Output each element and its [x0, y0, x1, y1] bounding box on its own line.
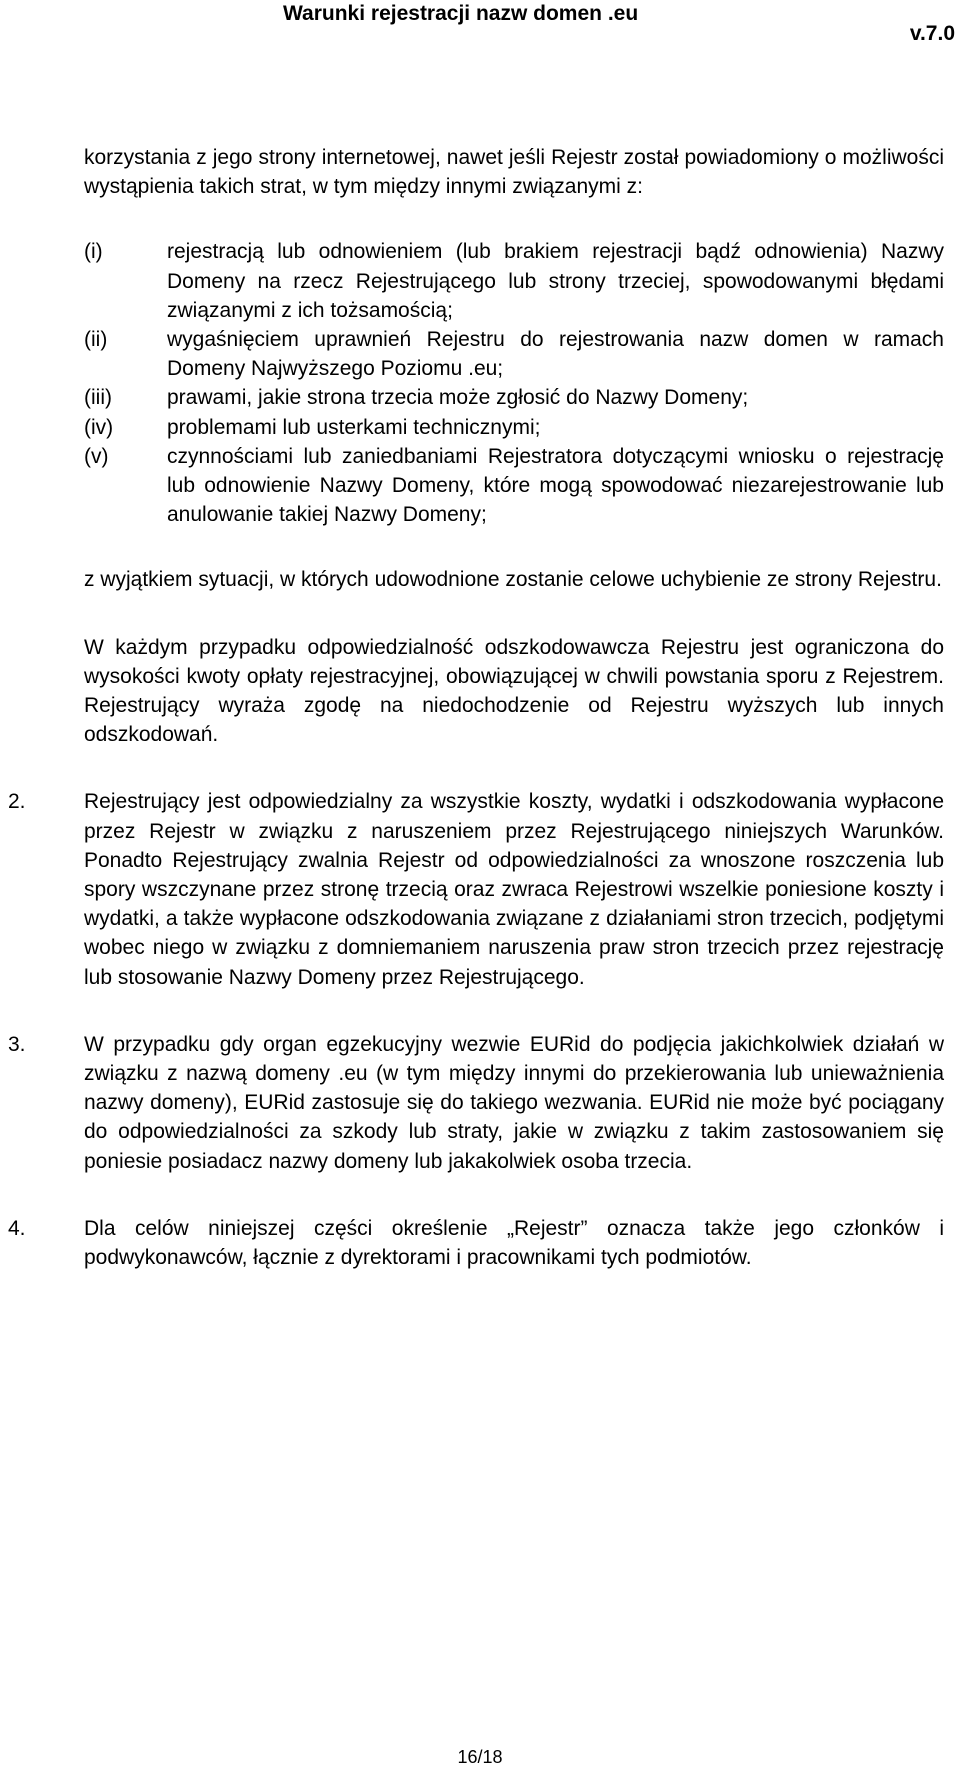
list-item-marker: (iii)	[84, 386, 112, 410]
page-footer	[0, 1747, 960, 1767]
exception-paragraph: z wyjątkiem sytuacji, w których udowodnione zostanie celowe uchybienie ze strony Rejestru.	[84, 568, 942, 592]
paragraph-number: 3.	[8, 1032, 26, 1056]
list-item	[84, 442, 944, 530]
list-item	[84, 237, 944, 325]
paragraph-number: 4.	[8, 1216, 26, 1240]
document-body	[8, 143, 944, 1272]
exclusion-list	[84, 237, 944, 529]
list-item-text: wygaśnięciem uprawnień Rejestru do rejestrowania nazw domen w ramach Domeny Najwyższego Poziomu .eu;	[167, 328, 944, 381]
list-item-text: rejestracją lub odnowieniem (lub brakiem rejestracji bądź odnowienia) Nazwy Domeny na rzecz Rejestrującego lub strony trzeciej, spowodowanymi błędami związanymi z ich tożsamością;	[167, 240, 944, 322]
list-item-marker: (iv)	[84, 415, 114, 439]
list-item-text: problemami lub usterkami technicznymi;	[167, 415, 541, 439]
numbered-paragraph	[8, 1214, 944, 1272]
document-title: Warunki rejestracji nazw domen .eu	[283, 2, 639, 25]
list-item-text: czynnościami lub zaniedbaniami Rejestratora dotyczącymi wniosku o rejestrację lub odnowienie Nazwy Domeny, które mogą spowodować niezarejestrowanie lub anulowanie takiej Nazwy Domeny;	[167, 444, 944, 527]
list-item-marker: (ii)	[84, 328, 108, 352]
list-item-text: prawami, jakie strona trzecia może zgłosić do Nazwy Domeny;	[167, 386, 749, 410]
list-item-marker: (v)	[84, 444, 109, 468]
liability-paragraph: W każdym przypadku odpowiedzialność odszkodowawcza Rejestru jest ograniczona do wysokości kwoty opłaty rejestracyjnej, obowiązującej w chwili powstania sporu z Rejestrem. Rejestrujący wyraża zgodę na niedochodzenie od Rejestru wyższych lub innych odszkodowań.	[84, 635, 944, 747]
intro-paragraph: korzystania z jego strony internetowej, nawet jeśli Rejestr został powiadomiony o możliwości wystąpienia takich strat, w tym między innymi związanymi z:	[84, 146, 944, 199]
numbered-paragraph-text: Rejestrujący jest odpowiedzialny za wszystkie koszty, wydatki i odszkodowania wypłacone przez Rejestr w związku z naruszeniem przez Rejestrującego niniejszych Warunków. Ponadto Rejestrujący zwalnia Rejestr od odpowiedzialności za wnoszone roszczenia lub spory wszczynane przez stronę trzecią oraz zwraca Rejestrowi wszelkie poniesione koszty i wydatki, a także wypłacone odszkodowania związane z działaniami stron trzecich, podjętymi wobec niego w związku z domniemaniem naruszenia praw stron trzecich przez rejestrację lub stosowanie Nazwy Domeny przez Rejestrującego.	[84, 790, 944, 989]
numbered-paragraph-text: Dla celów niniejszej części określenie „Rejestr” oznacza także jego członków i podwykonawców, łącznie z dyrektorami i pracownikami tych podmiotów.	[84, 1216, 944, 1270]
list-item	[84, 325, 944, 383]
document-version: v.7.0	[909, 22, 955, 45]
list-item	[84, 413, 944, 442]
list-item	[84, 383, 944, 412]
numbered-paragraph	[8, 1030, 944, 1176]
paragraph-number: 2.	[8, 790, 26, 814]
page-header	[0, 0, 960, 45]
numbered-paragraph	[8, 787, 944, 991]
page-number: 16/18	[457, 1747, 503, 1767]
numbered-paragraph-text: W przypadku gdy organ egzekucyjny wezwie EURid do podjęcia jakichkolwiek działań w związku z nazwą domeny .eu (w tym między innymi do przekierowania lub unieważnienia nazwy domeny), EURid zastosuje się do takiego wezwania. EURid nie może być pociągany do odpowiedzialności za szkody lub straty, jakie w związku z takim zastosowaniem się poniesie posiadacz nazwy domeny lub jakakolwiek osoba trzecia.	[84, 1032, 944, 1173]
list-item-marker: (i)	[84, 240, 103, 264]
